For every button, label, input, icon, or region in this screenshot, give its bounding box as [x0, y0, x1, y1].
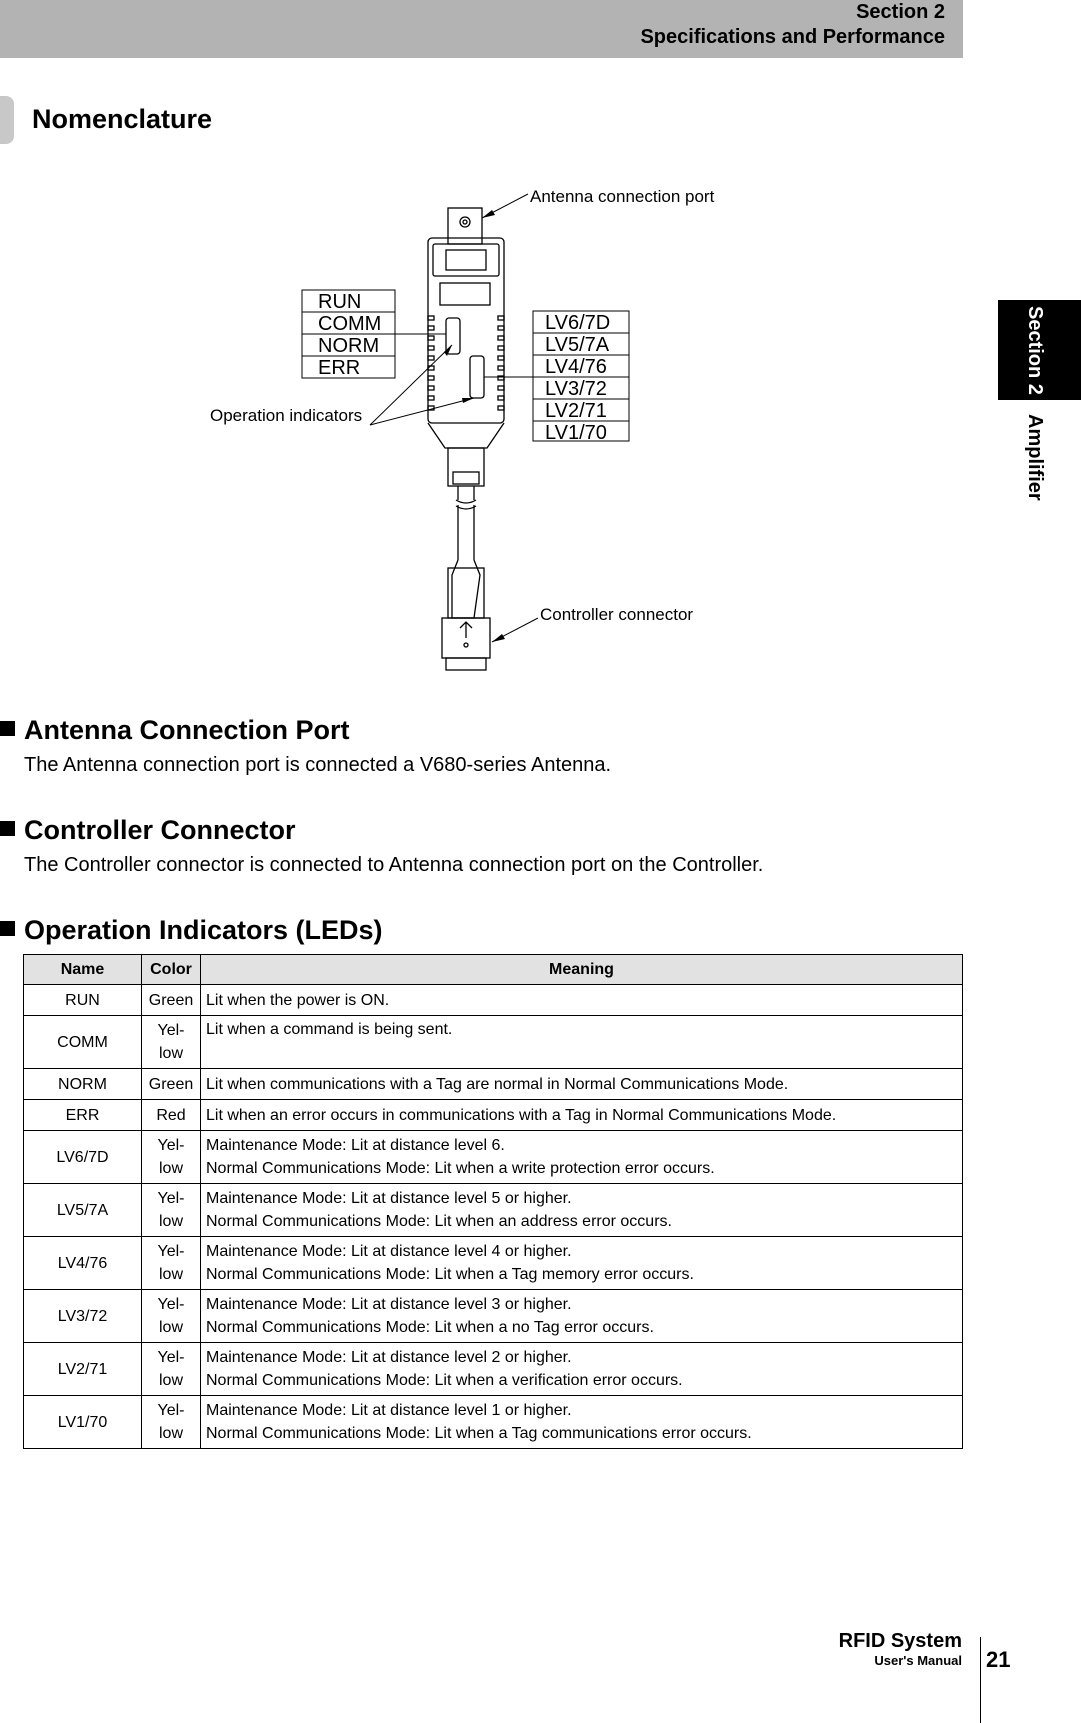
led-meaning	[201, 1290, 963, 1343]
heading-marker	[0, 96, 14, 144]
footer-divider	[980, 1637, 981, 1723]
right-led-window	[470, 356, 484, 398]
indicator-lv6: LV6/7D	[545, 312, 611, 334]
antenna-port-description: The Antenna connection port is connected a V680-series Antenna.	[24, 754, 612, 776]
amplifier-diagram	[200, 175, 740, 675]
led-color-text: Yel-low	[157, 1137, 185, 1177]
led-name: LV5/7A	[24, 1184, 142, 1237]
indicator-run: RUN	[318, 291, 362, 313]
led-color: Green	[142, 985, 201, 1016]
led-color: Green	[142, 1069, 201, 1100]
heading-antenna-port-text: Antenna Connection Port	[24, 715, 350, 745]
led-meaning	[201, 985, 963, 1016]
meaning-line: Maintenance Mode: Lit at distance level 2 or higher.	[206, 1349, 572, 1366]
led-meaning	[201, 1069, 963, 1100]
heading-operation-indicators	[0, 915, 383, 946]
led-color-text: Yel-low	[157, 1402, 185, 1442]
table-row	[24, 985, 963, 1016]
col-name-header: Name	[24, 955, 142, 985]
header-section: Section 2	[856, 1, 945, 23]
heading-controller-connector	[0, 815, 296, 846]
footer-title: RFID System	[838, 1630, 962, 1652]
led-name: LV2/71	[24, 1343, 142, 1396]
table-row	[24, 1396, 963, 1449]
led-color	[142, 1396, 201, 1449]
led-color-text: Yel-low	[157, 1296, 185, 1336]
meaning-line: Normal Communications Mode: Lit when a no Tag error occurs.	[206, 1319, 654, 1336]
led-color-text: Yel-low	[157, 1349, 185, 1389]
meaning-line: Normal Communications Mode: Lit when a Tag communications error occurs.	[206, 1425, 752, 1442]
indicator-err: ERR	[318, 357, 361, 379]
led-color	[142, 1184, 201, 1237]
indicator-lv2: LV2/71	[545, 400, 607, 422]
meaning-line: Normal Communications Mode: Lit when a verification error occurs.	[206, 1372, 683, 1389]
bullet-square-icon	[0, 721, 15, 736]
page-heading: Nomenclature	[32, 104, 213, 134]
meaning-line: Lit when communications with a Tag are normal in Normal Communications Mode.	[206, 1075, 789, 1093]
led-name: COMM	[24, 1016, 142, 1069]
led-color: Red	[142, 1100, 201, 1131]
heading-antenna-port	[0, 715, 350, 746]
led-color	[142, 1343, 201, 1396]
led-meaning	[201, 1100, 963, 1131]
col-color-header: Color	[142, 955, 201, 985]
table-header-row	[24, 955, 963, 985]
side-tab-topic: Amplifier	[1024, 414, 1046, 501]
led-name: LV3/72	[24, 1290, 142, 1343]
led-name: LV6/7D	[24, 1131, 142, 1184]
antenna-port-label: Antenna connection port	[530, 187, 715, 206]
table-row	[24, 1184, 963, 1237]
heading-controller-connector-text: Controller Connector	[24, 815, 296, 845]
led-meaning	[201, 1131, 963, 1184]
meaning-line: Lit when a command is being sent.	[206, 1021, 453, 1038]
footer-subtitle: User's Manual	[874, 1653, 962, 1668]
heading-operation-indicators-text: Operation Indicators (LEDs)	[24, 915, 383, 945]
led-color	[142, 1131, 201, 1184]
page-header	[0, 0, 963, 58]
table-row	[24, 1069, 963, 1100]
led-color	[142, 1290, 201, 1343]
meaning-line: Lit when the power is ON.	[206, 991, 390, 1009]
table-row	[24, 1343, 963, 1396]
indicator-lv5: LV5/7A	[545, 334, 610, 356]
controller-connector-label: Controller connector	[540, 605, 694, 624]
col-meaning-header: Meaning	[201, 955, 963, 985]
led-name: ERR	[24, 1100, 142, 1131]
meaning-line: Normal Communications Mode: Lit when a Tag memory error occurs.	[206, 1266, 694, 1283]
led-color	[142, 1237, 201, 1290]
table-row	[24, 1016, 963, 1069]
led-table	[23, 954, 963, 1449]
table-row	[24, 1237, 963, 1290]
table-row	[24, 1131, 963, 1184]
led-color-text: Yel-low	[157, 1190, 185, 1230]
led-name: NORM	[24, 1069, 142, 1100]
bullet-square-icon	[0, 821, 15, 836]
meaning-line: Normal Communications Mode: Lit when an address error occurs.	[206, 1213, 672, 1230]
led-color-text: Yel-low	[157, 1022, 185, 1062]
led-name: LV1/70	[24, 1396, 142, 1449]
bullet-square-icon	[0, 921, 15, 936]
meaning-line: Maintenance Mode: Lit at distance level 5 or higher.	[206, 1190, 572, 1207]
led-meaning	[201, 1237, 963, 1290]
table-row	[24, 1100, 963, 1131]
header-text	[640, 0, 945, 50]
led-color	[142, 1016, 201, 1069]
led-meaning	[201, 1016, 963, 1069]
side-tab-section: Section 2	[1024, 306, 1046, 395]
indicator-comm: COMM	[318, 313, 382, 335]
operation-indicators-label: Operation indicators	[210, 406, 363, 425]
meaning-line: Maintenance Mode: Lit at distance level 4 or higher.	[206, 1243, 572, 1260]
table-row	[24, 1290, 963, 1343]
page-number: 21	[986, 1647, 1011, 1672]
indicator-lv4: LV4/76	[545, 356, 607, 378]
led-meaning	[201, 1184, 963, 1237]
led-name: RUN	[24, 985, 142, 1016]
indicator-norm: NORM	[318, 335, 380, 357]
led-meaning	[201, 1343, 963, 1396]
indicator-lv1: LV1/70	[545, 422, 607, 444]
indicator-lv3: LV3/72	[545, 378, 607, 400]
meaning-line: Lit when an error occurs in communications with a Tag in Normal Communications Mode.	[206, 1106, 837, 1124]
led-color-text: Yel-low	[157, 1243, 185, 1283]
led-name: LV4/76	[24, 1237, 142, 1290]
controller-connector-description: The Controller connector is connected to Antenna connection port on the Controller.	[24, 854, 764, 876]
header-title: Specifications and Performance	[640, 26, 945, 48]
amplifier-body	[428, 238, 504, 423]
meaning-line: Maintenance Mode: Lit at distance level 3 or higher.	[206, 1296, 572, 1313]
meaning-line: Normal Communications Mode: Lit when a write protection error occurs.	[206, 1160, 715, 1177]
meaning-line: Maintenance Mode: Lit at distance level 1 or higher.	[206, 1402, 572, 1419]
meaning-line: Maintenance Mode: Lit at distance level 6.	[206, 1137, 505, 1154]
led-meaning	[201, 1396, 963, 1449]
